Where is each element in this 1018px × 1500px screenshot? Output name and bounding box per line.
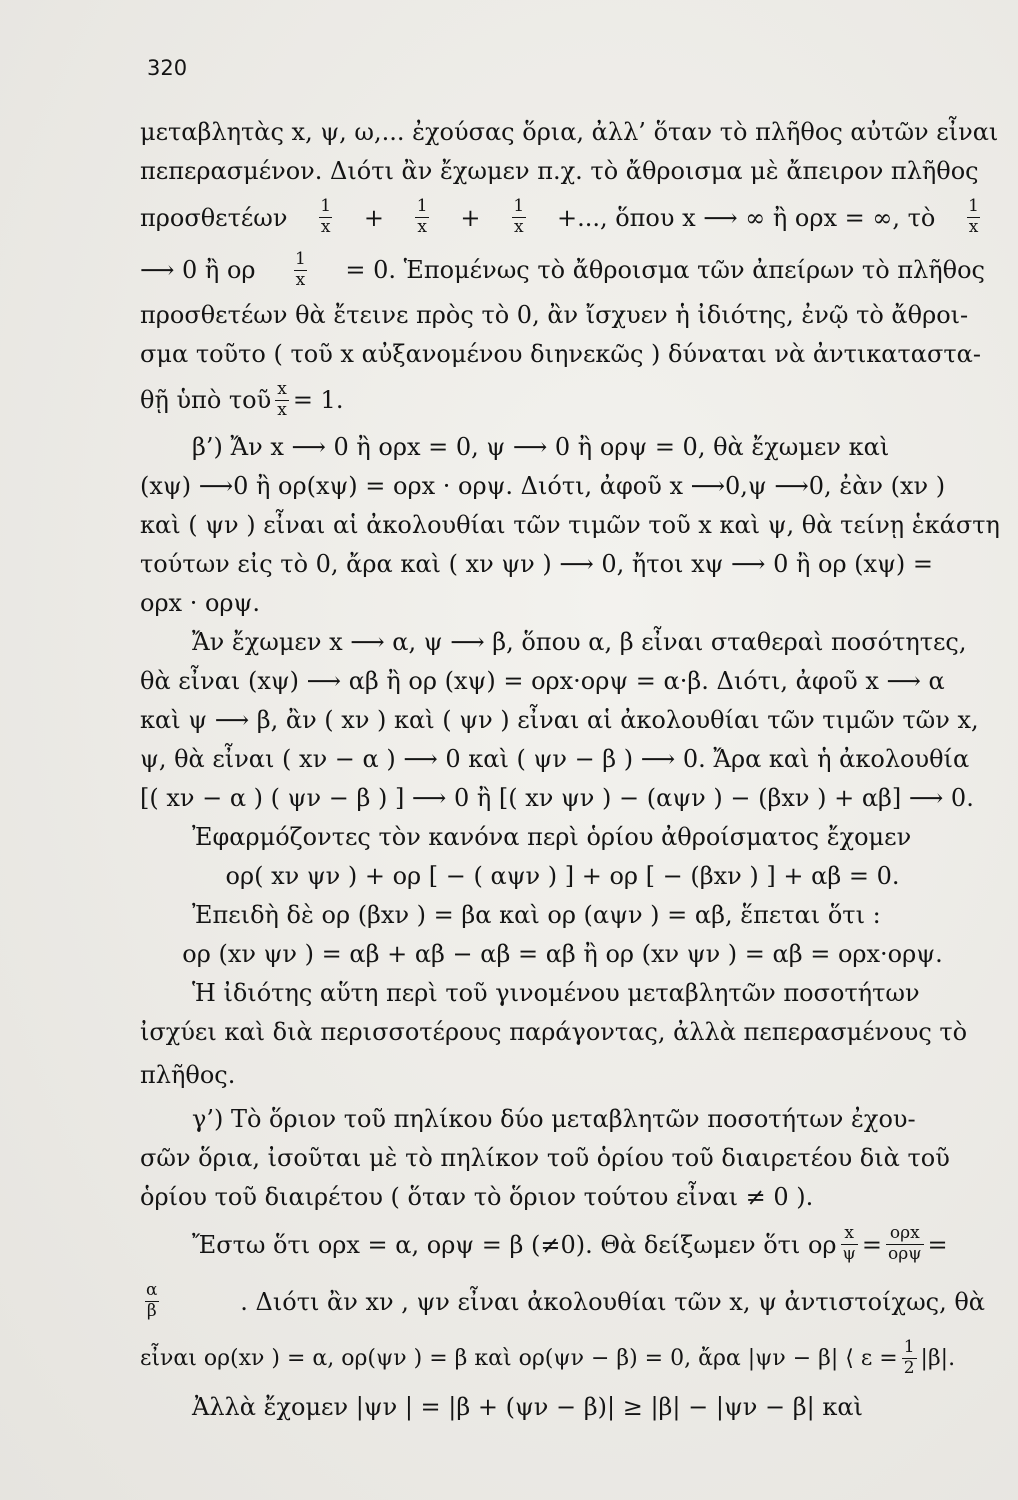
text-line: πεπερασμένον. Διότι ἂν ἔχωμεν π.χ. τὸ ἄθροισμα μὲ ἄπειρον πλῆθος bbox=[140, 156, 979, 185]
equation-line: ορ( xν ψν ) + ορ [ − ( αψν ) ] + ορ [ − (βxν ) ] + αβ = 0. bbox=[225, 861, 900, 890]
text-line-fractions: θῇ ὑπὸ τοῦ $\frac{x}{x}$ = 1. bbox=[140, 378, 344, 420]
fraction: $\frac{\alpha}{\beta}$ bbox=[146, 1280, 158, 1321]
text-line: ὁρίου τοῦ διαιρέτου ( ὅταν τὸ ὅριον τούτου εἶναι ≠ 0 ). bbox=[140, 1182, 814, 1211]
text-line: καὶ ( ψν ) εἶναι αἱ ἀκολουθίαι τῶν τιμῶν τοῦ x καὶ ψ, θὰ τείνῃ ἑκάστη bbox=[140, 510, 1000, 539]
text-line-fractions: εἶναι ορ(xν ) = α, ορ(ψν ) = β καὶ ορ(ψν − β) = 0, ἄρα |ψν − β| ⟨ ε = $\frac{1}{2}$ |β|. bbox=[140, 1337, 956, 1378]
equation-line: ορ (xν ψν ) = αβ + αβ − αβ = αβ ἢ ορ (xν ψν ) = αβ = ορx·ορψ. bbox=[182, 939, 943, 968]
text-line: Ἐπειδὴ δὲ ορ (βxν ) = βα καὶ ορ (αψν ) = αβ, ἕπεται ὅτι : bbox=[192, 900, 881, 929]
text-line: [( xν − α ) ( ψν − β ) ] ⟶ 0 ἢ [( xν ψν ) − (αψν ) − (βxν ) + αβ] ⟶ 0. bbox=[140, 783, 974, 812]
text-line: θὰ εἶναι (xψ) ⟶ αβ ἢ ορ (xψ) = ορx·ορψ = α·β. Διότι, ἀφοῦ x ⟶ α bbox=[140, 666, 945, 695]
text-line: μεταβλητὰς x, ψ, ω,... ἐχούσας ὅρια, ἀλλ’ ὅταν τὸ πλῆθος αὐτῶν εἶναι bbox=[140, 117, 999, 146]
text-line: β’) Ἄν x ⟶ 0 ἢ ορx = 0, ψ ⟶ 0 ἢ ορψ = 0, θὰ ἔχωμεν καὶ bbox=[192, 432, 890, 461]
text-line: σῶν ὅρια, ἰσοῦται μὲ τὸ πηλίκον τοῦ ὁρίου τοῦ διαιρετέου διὰ τοῦ bbox=[140, 1143, 950, 1172]
fraction: $\frac{x}{x}$ bbox=[277, 378, 287, 420]
fraction: $\frac{1}{2}$ bbox=[903, 1337, 915, 1378]
text-line: (xψ) ⟶0 ἢ ορ(xψ) = ορx · ορψ. Διότι, ἀφοῦ x ⟶0,ψ ⟶0, ἐὰν (xν ) bbox=[140, 471, 946, 500]
fraction: $\frac{1}{x}$ bbox=[968, 196, 979, 237]
text-line: πλῆθος. bbox=[140, 1061, 236, 1089]
text-line-fractions: ⟶ 0 ἢ ορ $\frac{1}{x}$ = 0. Ἑπομένως τὸ ἄθροισμα τῶν ἀπείρων τὸ πλῆθος bbox=[140, 248, 985, 290]
text-line: τούτων εἰς τὸ 0, ἄρα καὶ ( xν ψν ) ⟶ 0, ἤτοι xψ ⟶ 0 ἢ ορ (xψ) = bbox=[140, 549, 933, 578]
text-line: ἰσχύει καὶ διὰ περισσοτέρους παράγοντας, ἀλλὰ πεπερασμένους τὸ bbox=[140, 1017, 968, 1046]
text-line-fractions: Ἔστω ὅτι ορx = α, ορψ = β (≠0). Θὰ δείξωμεν ὅτι ορ $\frac{x}{\psi}$ = $\frac{\text{ορx}}{\text{ορψ}}$ = bbox=[192, 1223, 948, 1264]
text-line-fractions: προσθετέων $\frac{1}{x}$ + $\frac{1}{x}$ + $\frac{1}{x}$ +..., ὅπου x ⟶ ∞ ἢ ορx = ∞, τὸ $\frac{1}{x}$ bbox=[140, 196, 979, 237]
text-line: ορx · ορψ. bbox=[140, 588, 260, 617]
fraction: $\frac{1}{x}$ bbox=[320, 196, 332, 237]
fraction: $\frac{1}{x}$ bbox=[513, 196, 525, 237]
text-line: Ἡ ἰδιότης αὕτη περὶ τοῦ γινομένου μεταβλητῶν ποσοτήτων bbox=[192, 978, 920, 1007]
text-line: προσθετέων θὰ ἔτεινε πρὸς τὸ 0, ἂν ἴσχυεν ἡ ἰδιότης, ἐνῷ τὸ ἄθροι- bbox=[140, 300, 969, 329]
text-line: σμα τοῦτο ( τοῦ x αὐξανομένου διηνεκῶς ) δύναται νὰ ἀντικαταστα- bbox=[140, 339, 981, 368]
page-number: 320 bbox=[147, 56, 188, 80]
text-line: Ἀλλὰ ἔχομεν |ψν | = |β + (ψν − β)| ≥ |β| − |ψν − β| καὶ bbox=[192, 1392, 863, 1421]
text-line-fractions: $\frac{\alpha}{\beta}$ . Διότι ἂν xν , ψν εἶναι ἀκολουθίαι τῶν x, ψ ἀντιστοίχως, θὰ bbox=[146, 1280, 985, 1321]
text-line: ψ, θὰ εἶναι ( xν − α ) ⟶ 0 καὶ ( ψν − β ) ⟶ 0. Ἄρα καὶ ἡ ἀκολουθία bbox=[140, 744, 970, 773]
fraction: $\frac{x}{\psi}$ bbox=[842, 1223, 856, 1264]
fraction: $\frac{1}{x}$ bbox=[295, 248, 306, 290]
text-line: Ἄν ἔχωμεν x ⟶ α, ψ ⟶ β, ὅπου α, β εἶναι σταθεραὶ ποσότητες, bbox=[192, 627, 967, 656]
fraction: $\frac{\text{ορx}}{\text{ορψ}}$ bbox=[887, 1223, 922, 1264]
text-body bbox=[140, 112, 1000, 1426]
fraction: $\frac{1}{x}$ bbox=[416, 196, 428, 237]
text-line: καὶ ψ ⟶ β, ἂν ( xν ) καὶ ( ψν ) εἶναι αἱ ἀκολουθίαι τῶν τιμῶν τῶν x, bbox=[140, 705, 979, 734]
text-line: γ’) Τὸ ὅριον τοῦ πηλίκου δύο μεταβλητῶν ποσοτήτων ἐχου- bbox=[192, 1104, 916, 1133]
text-line: Ἐφαρμόζοντες τὸν κανόνα περὶ ὁρίου ἀθροίσματος ἔχομεν bbox=[192, 822, 912, 851]
